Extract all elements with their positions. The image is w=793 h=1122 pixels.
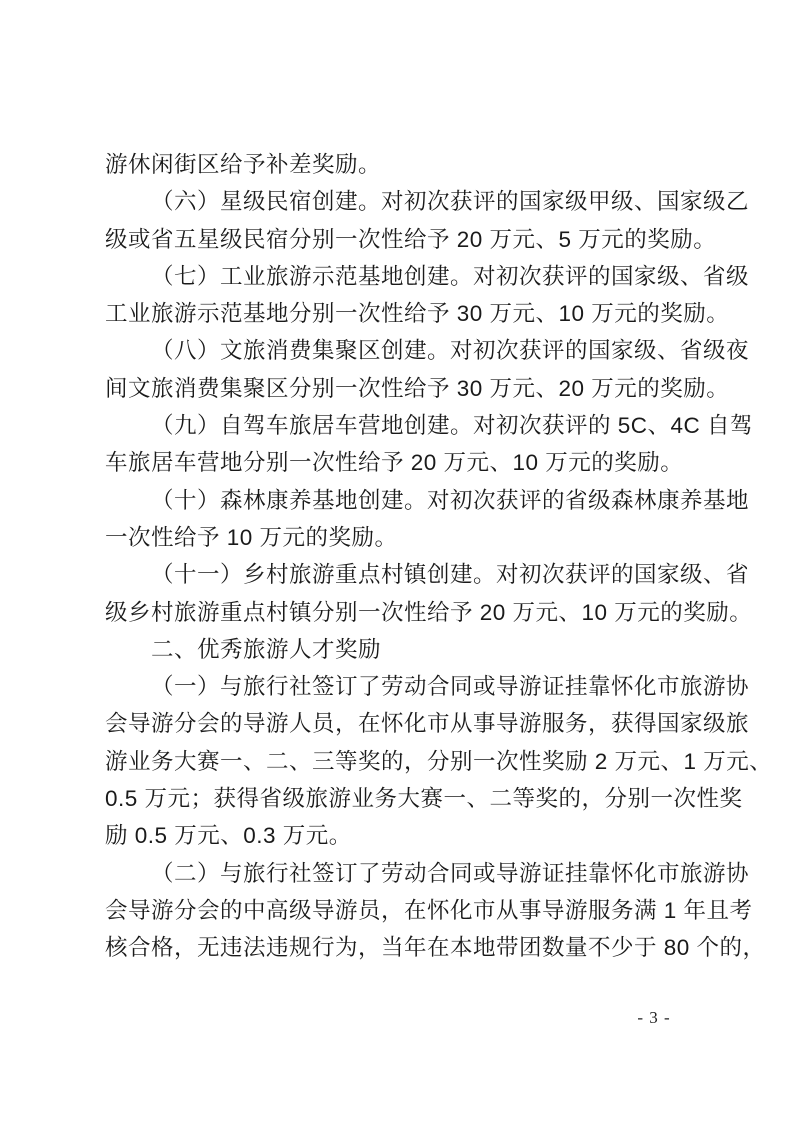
- text-line: 励 0.5 万元、0.3 万元。: [105, 823, 352, 849]
- text-line: （十）森林康养基地创建。对初次获评的省级森林康养基地: [151, 487, 750, 513]
- text-line: 核合格，无违法违规行为，当年在本地带团数量不少于 80 个的，: [105, 935, 766, 961]
- text-line: （一）与旅行社签订了劳动合同或导游证挂靠怀化市旅游协: [151, 674, 750, 700]
- text-line: （八）文旅消费集聚区创建。对初次获评的国家级、省级夜: [151, 338, 750, 364]
- paragraph: [105, 332, 750, 407]
- text-line: 级乡村旅游重点村镇分别一次性给予 20 万元、10 万元的奖励。: [105, 599, 753, 625]
- text-line: 0.5 万元；获得省级旅游业务大赛一、二等奖的，分别一次性奖: [105, 786, 743, 812]
- paragraph: [105, 668, 773, 854]
- text-line: 二、优秀旅游人才奖励: [151, 636, 382, 662]
- document-body: [105, 146, 773, 967]
- paragraph: [105, 258, 750, 333]
- paragraph: [105, 855, 766, 967]
- paragraph: [105, 146, 713, 183]
- paragraph: [105, 482, 750, 557]
- text-line: 车旅居车营地分别一次性给予 20 万元、10 万元的奖励。: [105, 450, 684, 476]
- text-line: （十一）乡村旅游重点村镇创建。对初次获评的国家级、省: [151, 562, 750, 588]
- text-line: （七）工业旅游示范基地创建。对初次获评的国家级、省级: [151, 263, 750, 289]
- text-line: 会导游分会的中高级导游员，在怀化市从事导游服务满 1 年且考: [105, 897, 753, 923]
- paragraph: [105, 407, 754, 482]
- text-line: 游业务大赛一、二、三等奖的，分别一次性奖励 2 万元、1 万元、: [105, 748, 773, 774]
- text-line: 级或省五星级民宿分别一次性给予 20 万元、5 万元的奖励。: [105, 226, 717, 252]
- text-line: 一次性给予 10 万元的奖励。: [105, 524, 398, 550]
- paragraph: [105, 556, 753, 631]
- text-line: 工业旅游示范基地分别一次性给予 30 万元、10 万元的奖励。: [105, 301, 730, 327]
- text-line: （九）自驾车旅居车营地创建。对初次获评的 5C、4C 自驾: [151, 413, 754, 439]
- paragraph: [105, 183, 750, 258]
- text-line: （六）星级民宿创建。对初次获评的国家级甲级、国家级乙: [151, 189, 750, 215]
- page-number: - 3 -: [637, 1008, 671, 1027]
- text-line: 游休闲街区给予补差奖励。: [105, 152, 382, 177]
- text-line: 会导游分会的导游人员，在怀化市从事导游服务，获得国家级旅: [105, 711, 750, 737]
- text-line: （二）与旅行社签订了劳动合同或导游证挂靠怀化市旅游协: [151, 860, 750, 886]
- section-heading: [105, 631, 713, 668]
- text-line: 间文旅消费集聚区分别一次性给予 30 万元、20 万元的奖励。: [105, 375, 730, 401]
